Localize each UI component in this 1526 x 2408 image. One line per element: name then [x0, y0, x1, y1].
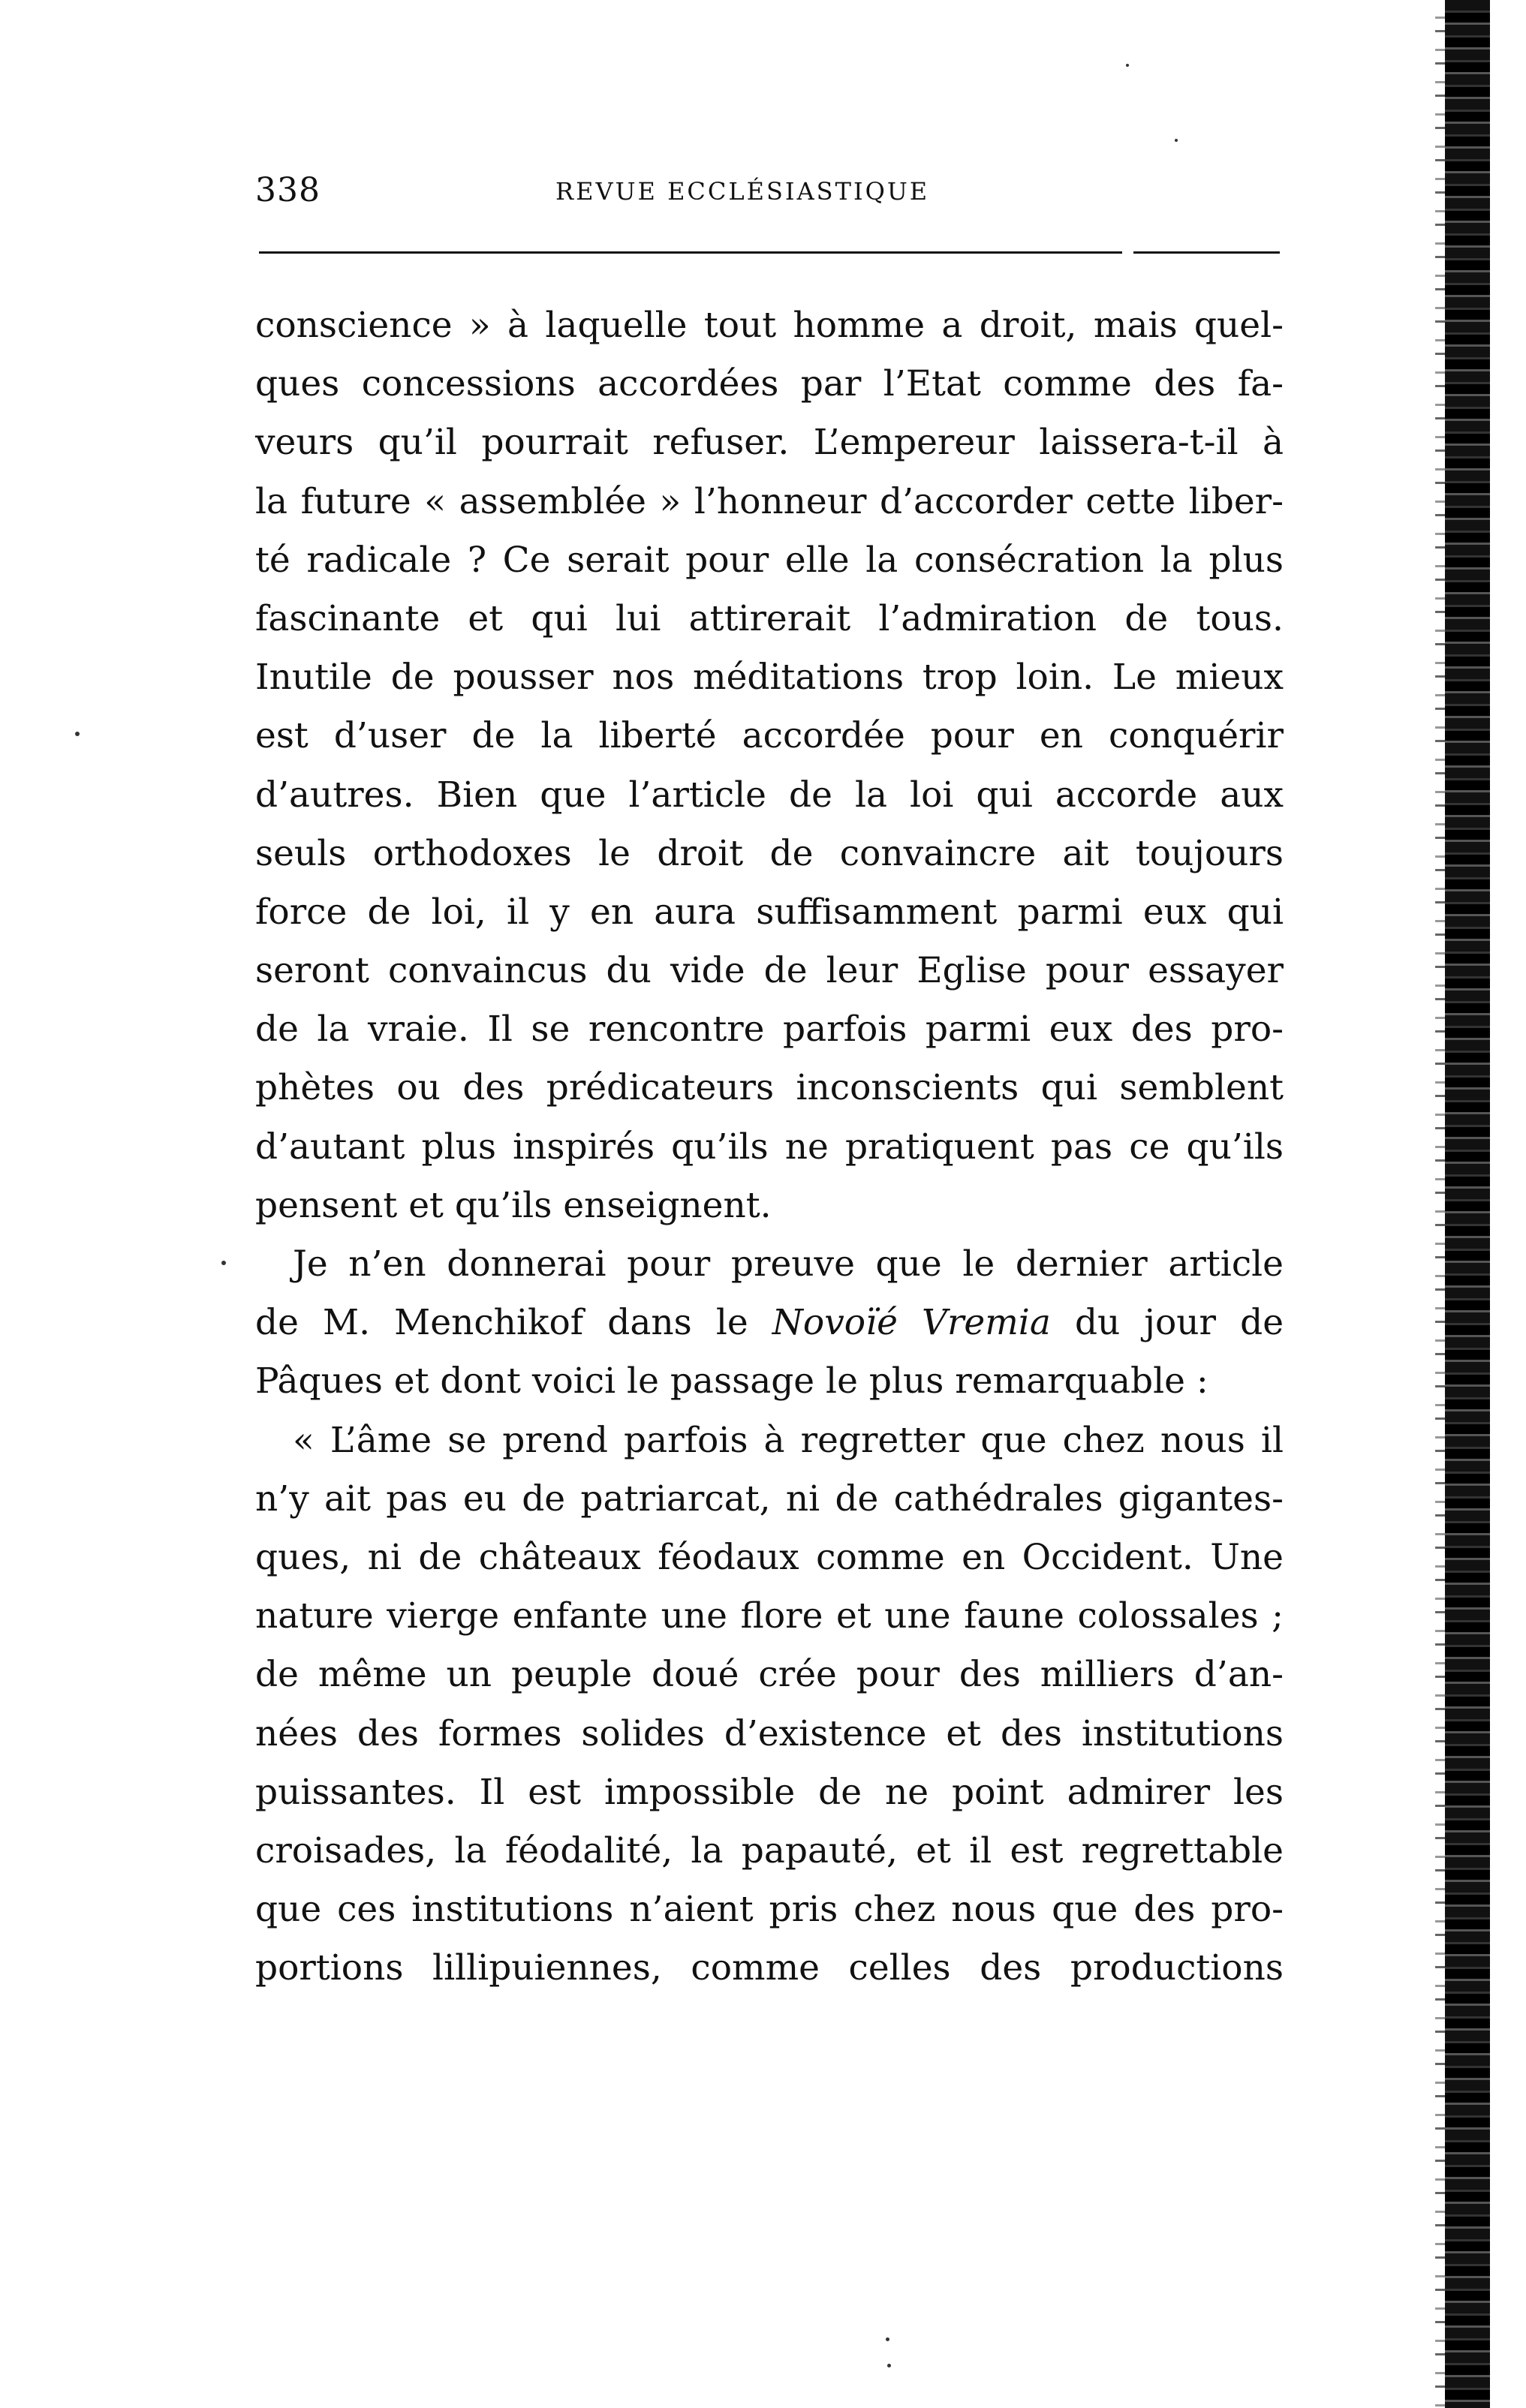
text-line: de la vraie. Il se rencontre parfois parmi eux des pro-: [255, 1009, 1284, 1051]
text-line: seuls orthodoxes le droit de convaincre ait toujours: [255, 832, 1284, 874]
journal-title: Novoïé Vremia: [772, 1302, 1051, 1344]
text-line: Inutile de pousser nos méditations trop loin. Le mieux: [255, 657, 1284, 699]
text-line: phètes ou des prédicateurs inconscients qui semblent: [255, 1067, 1284, 1109]
text-line: Je n’en donnerai pour preuve que le dernier article: [293, 1243, 1284, 1285]
page-header: [255, 171, 1276, 216]
text-line: seront convaincus du vide de leur Eglise pour essayer: [255, 950, 1284, 992]
text-line: pensent et qu’ils enseignent.: [255, 1184, 772, 1226]
text-line: nature vierge enfante une flore et une faune colossales ;: [255, 1595, 1284, 1637]
text-line: ques, ni de châteaux féodaux comme en Occident. Une: [255, 1536, 1284, 1578]
text-line: force de loi, il y en aura suffisamment parmi eux qui: [255, 891, 1284, 933]
text-line: conscience » à laquelle tout homme a droit, mais quel-: [255, 305, 1284, 346]
text-line: Pâques et dont voici le passage le plus remarquable :: [255, 1360, 1208, 1402]
scan-edge: [1445, 0, 1490, 2408]
text-line: puissantes. Il est impossible de ne point admirer les: [255, 1771, 1284, 1813]
text-line: té radicale ? Ce serait pour elle la consécration la plus: [255, 539, 1284, 581]
text-line: est d’user de la liberté accordée pour en conquérir: [255, 715, 1284, 757]
body-text: [255, 296, 1284, 1998]
text-line: que ces institutions n’aient pris chez nous que des pro-: [255, 1889, 1284, 1931]
text-fragment: de M. Menchikof dans le: [255, 1302, 772, 1344]
scan-speck: [1175, 139, 1178, 142]
scan-speck: [221, 1261, 226, 1265]
text-line: « L’âme se prend parfois à regretter que chez nous il: [293, 1419, 1284, 1461]
scan-speck: [887, 2364, 891, 2367]
scan-edge-shadow: [1435, 0, 1446, 2408]
text-line: ques concessions accordées par l’Etat comme des fa-: [255, 363, 1284, 405]
running-title: REVUE ECCLÉSIASTIQUE: [555, 177, 930, 206]
text-line: fascinante et qui lui attirerait l’admiration de tous.: [255, 597, 1284, 639]
text-line: d’autant plus inspirés qu’ils ne pratiquent pas ce qu’ils: [255, 1126, 1284, 1168]
scan-speck: [886, 2337, 889, 2341]
text-line: nées des formes solides d’existence et des institutions: [255, 1712, 1284, 1754]
text-line: croisades, la féodalité, la papauté, et il est regrettable: [255, 1829, 1284, 1871]
header-rule-segment: [1133, 251, 1280, 254]
text-fragment: du jour de: [1050, 1302, 1284, 1344]
text-line: veurs qu’il pourrait refuser. L’empereur laissera-t-il à: [255, 422, 1284, 464]
text-line: la future « assemblée » l’honneur d’accorder cette liber-: [255, 480, 1284, 522]
scan-speck: [75, 732, 80, 736]
header-rule: [259, 251, 1122, 254]
text-line: de même un peuple doué crée pour des milliers d’an-: [255, 1654, 1284, 1696]
scan-speck: [1126, 64, 1129, 67]
text-line: d’autres. Bien que l’article de la loi qui accorde aux: [255, 774, 1284, 816]
text-line: portions lillipuiennes, comme celles des productions: [255, 1947, 1284, 1989]
page-number: 338: [255, 171, 321, 209]
text-line-with-title: [255, 1294, 1284, 1352]
text-line: n’y ait pas eu de patriarcat, ni de cathédrales gigantes-: [255, 1478, 1284, 1520]
